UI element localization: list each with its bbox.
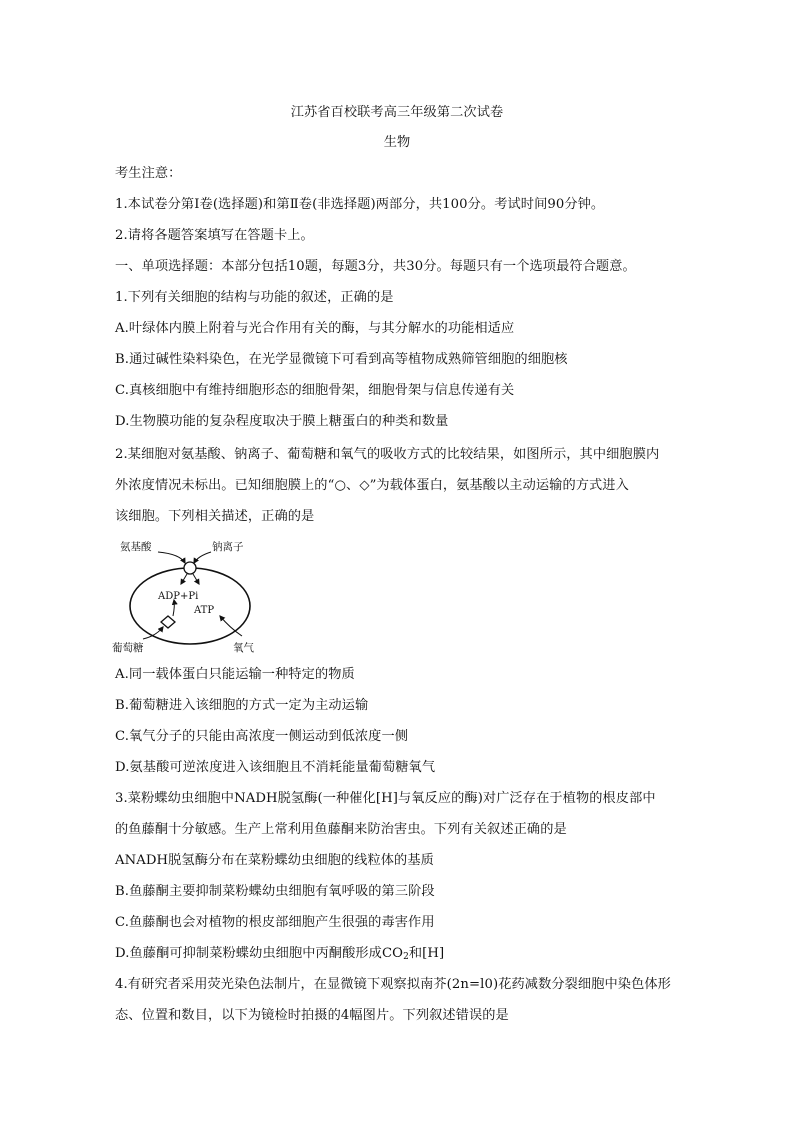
q3-stem-line-1: 3.菜粉蝶幼虫细胞中NADH脱氢酶(一种催化[H]与氧反应的酶)对广泛存在于植物的根皮部中 bbox=[115, 791, 656, 806]
label-sodium: 钠离子 bbox=[212, 541, 244, 553]
notice-heading: 考生注意： bbox=[115, 166, 182, 181]
amino-acid-entry-arrow bbox=[181, 574, 187, 584]
amino-acid-arrow bbox=[158, 552, 185, 563]
subject-title: 生物 bbox=[383, 135, 411, 150]
q1-option-a: A.叶绿体内膜上附着与光合作用有关的酶，与其分解水的功能相适应 bbox=[115, 321, 515, 336]
q2-option-a: A.同一载体蛋白只能运输一种特定的物质 bbox=[115, 667, 355, 682]
q2-stem-line-1: 2.某细胞对氨基酸、钠离子、葡萄糖和氧气的吸收方式的比较结果，如图所示，其中细胞膜内 bbox=[115, 447, 660, 462]
energy-arrow bbox=[173, 600, 174, 616]
q1-option-c: C.真核细胞中有维持细胞形态的细胞骨架，细胞骨架与信息传递有关 bbox=[115, 383, 515, 398]
label-adp-pi: ADP+Pi bbox=[158, 591, 199, 602]
label-amino-acid: 氨基酸 bbox=[120, 541, 152, 553]
section-heading: 一、单项选择题：本部分包括10题，每题3分，共30分。每题只有一个选项最符合题意。 bbox=[115, 259, 636, 274]
glucose-arrow bbox=[143, 627, 163, 639]
q3-option-b: B.鱼藤酮主要抑制菜粉蝶幼虫细胞有氧呼吸的第三阶段 bbox=[115, 884, 435, 899]
q2-stem-line-3: 该细胞。下列相关描述，正确的是 bbox=[115, 509, 315, 524]
q2-stem-line-2: 外浓度情况未标出。已知细胞膜上的“○、◇”为载体蛋白，氨基酸以主动运输的方式进入 bbox=[115, 478, 629, 493]
carrier-protein-diamond bbox=[161, 616, 175, 628]
q3-option-c: C.鱼藤酮也会对植物的根皮部细胞产生很强的毒害作用 bbox=[115, 915, 435, 930]
carrier-protein-circle bbox=[184, 562, 196, 574]
q1-option-d: D.生物膜功能的复杂程度取决于膜上糖蛋白的种类和数量 bbox=[115, 414, 449, 429]
q1-option-b: B.通过碱性染料染色，在光学显微镜下可看到高等植物成熟筛管细胞的细胞核 bbox=[115, 352, 568, 367]
q2-option-c: C.氧气分子的只能由高浓度一侧运动到低浓度一侧 bbox=[115, 729, 409, 744]
q2-option-d: D.氨基酸可逆浓度进入该细胞且不消耗能量葡萄糖氧气 bbox=[115, 760, 436, 775]
q3-option-d-subscript: 2 bbox=[403, 952, 409, 962]
q4-stem-line-1: 4.有研究者采用荧光染色法制片，在显微镜下观察拟南芥(2n=l0)花药减数分裂细胞中染色体形 bbox=[115, 977, 671, 992]
q2-option-b: B.葡萄糖进入该细胞的方式一定为主动运输 bbox=[115, 698, 369, 713]
notice-item-2: 2.请将各题答案填写在答题卡上。 bbox=[115, 228, 314, 243]
cell-membrane bbox=[130, 568, 250, 644]
sodium-arrow bbox=[194, 552, 211, 563]
q3-option-a: ANADH脱氢酶分布在菜粉蝶幼虫细胞的线粒体的基质 bbox=[115, 853, 434, 868]
exam-title: 江苏省百校联考高三年级第二次试卷 bbox=[290, 105, 504, 120]
label-glucose: 葡萄糖 bbox=[112, 642, 144, 654]
q3-option-d bbox=[115, 945, 444, 966]
q3-option-d-suffix: 和[H] bbox=[408, 946, 445, 961]
q1-stem: 1.下列有关细胞的结构与功能的叙述，正确的是 bbox=[115, 290, 394, 305]
cell-transport-diagram bbox=[112, 536, 262, 662]
sodium-entry-arrow bbox=[193, 574, 199, 584]
q3-stem-line-2: 的鱼藤酮十分敏感。生产上常利用鱼藤酮来防治害虫。下列有关叙述正确的是 bbox=[115, 822, 567, 837]
notice-item-1: 1.本试卷分第Ⅰ卷(选择题)和第Ⅱ卷(非选择题)两部分，共100分。考试时间90分钟。 bbox=[115, 197, 605, 212]
q3-option-d-prefix: D.鱼藤酮可抑制菜粉蝶幼虫细胞中丙酮酸形成CO bbox=[115, 946, 404, 961]
label-oxygen: 氧气 bbox=[233, 642, 254, 654]
label-atp: ATP bbox=[194, 605, 215, 616]
q4-stem-line-2: 态、位置和数目，以下为镜检时拍摄的4幅图片。下列叙述错误的是 bbox=[115, 1008, 509, 1023]
